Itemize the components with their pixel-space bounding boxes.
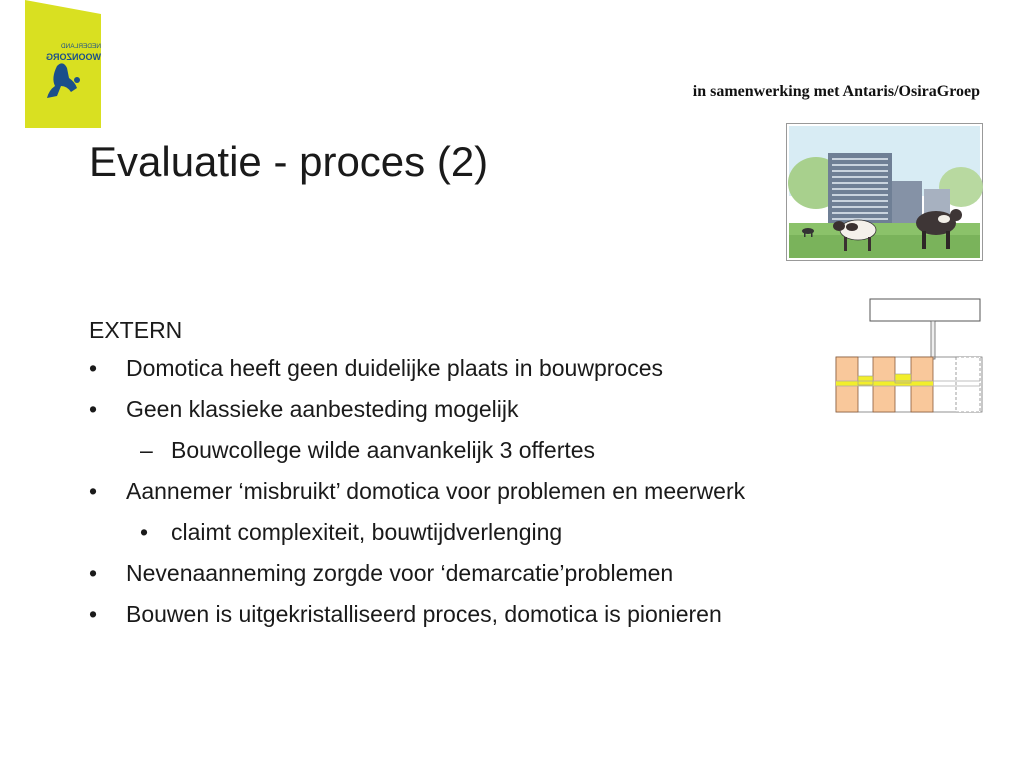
slide-title: Evaluatie - proces (2): [89, 138, 489, 185]
section-heading: EXTERN: [89, 317, 183, 343]
slide-content: [89, 316, 869, 641]
sub-bullet-item: – Bouwcollege wilde aanvankelijk 3 offertes: [89, 436, 869, 464]
partner-line: in samenwerking met Antaris/OsiraGroep: [692, 83, 980, 100]
bullet-item: • Nevenaanneming zorgde voor ‘demarcatie’problemen: [89, 559, 869, 587]
bullet-list: [89, 354, 869, 628]
bullet-item: • Aannemer ‘misbruikt’ domotica voor problemen en meerwerk: [89, 477, 766, 505]
logo-text-bottom: WOONZORG: [46, 52, 101, 62]
woonzorg-logo: [25, 0, 101, 128]
logo-text-top: NEDERLAND: [60, 43, 101, 50]
bullet-item: • Bouwen is uitgekristalliseerd proces, domotica is pionieren: [89, 600, 869, 628]
bullet-item: • Geen klassieke aanbesteding mogelijk: [89, 395, 869, 423]
sub-bullet-item: • claimt complexiteit, bouwtijdverlenging: [89, 518, 869, 546]
building-cows-illustration: [786, 123, 983, 261]
bullet-item: • Domotica heeft geen duidelijke plaats in bouwproces: [89, 354, 869, 382]
